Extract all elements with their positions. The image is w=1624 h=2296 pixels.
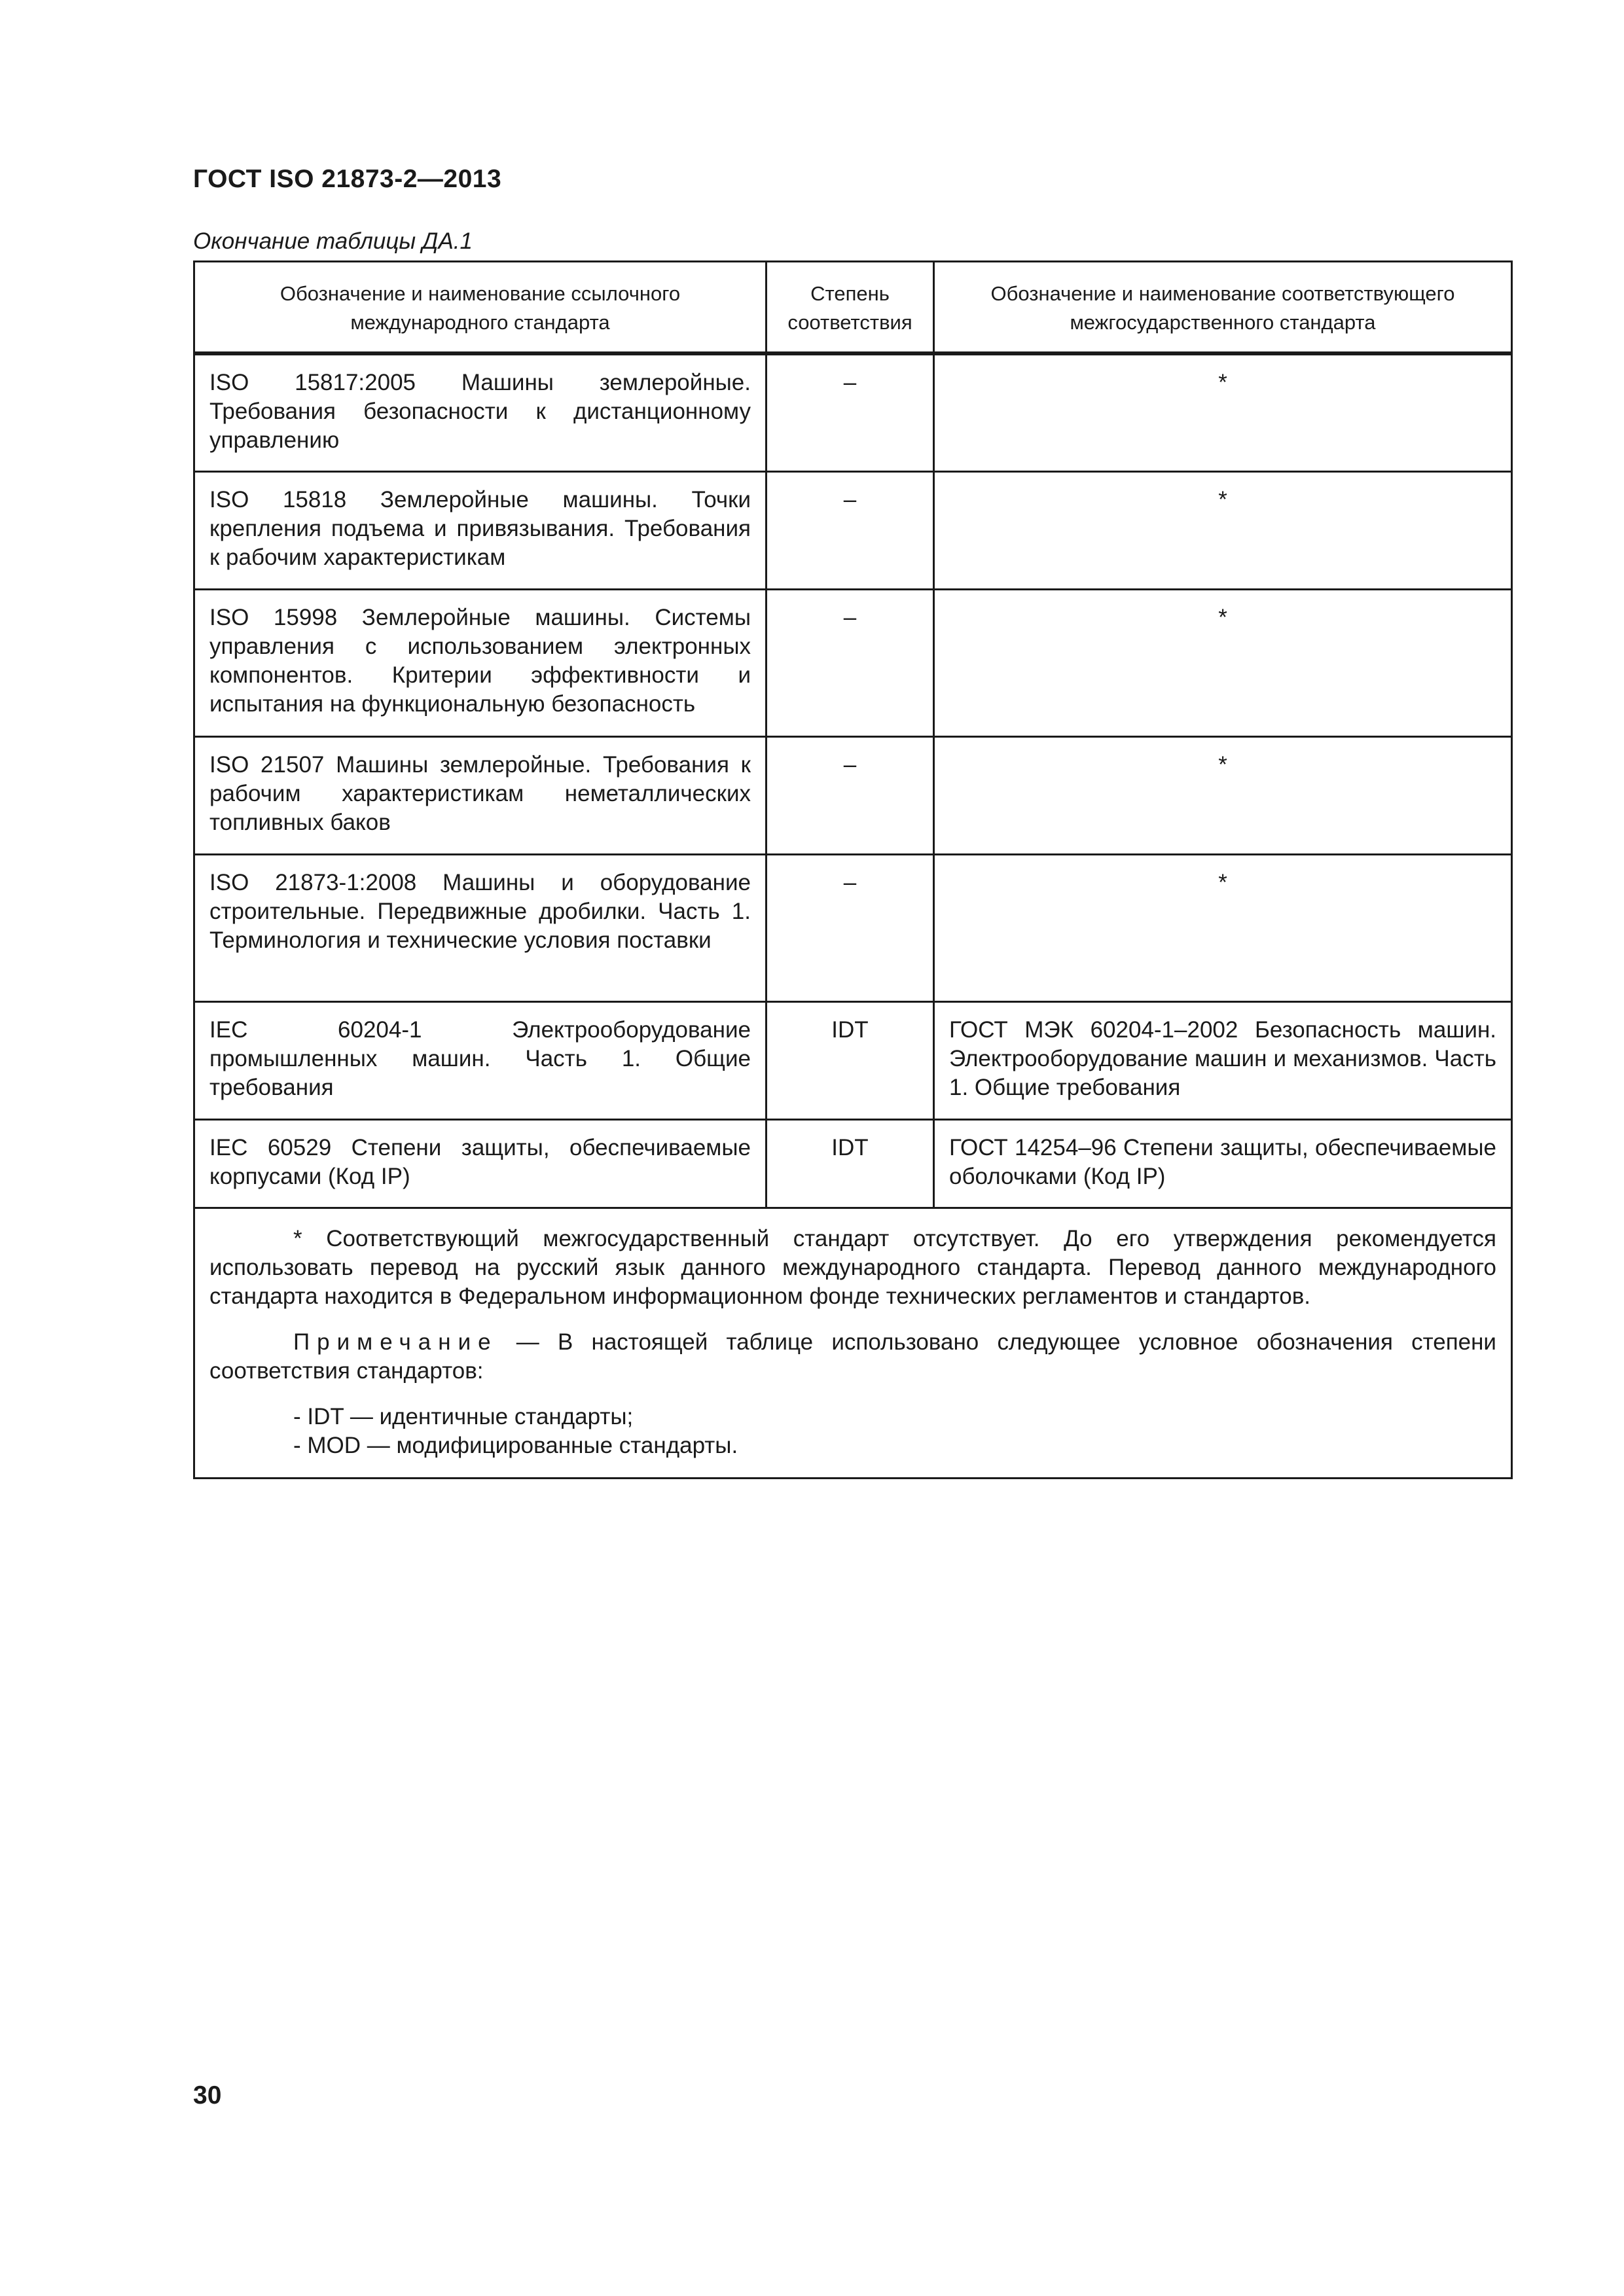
table-row [194,1119,1512,1208]
degree-cell: IDT [767,1001,934,1119]
note-label: Примечание [293,1329,498,1355]
degree-cell: – [767,353,934,471]
footnote-row [194,1208,1512,1478]
degree-cell: – [767,589,934,736]
footnote-text: * Соответствующий межгосударственный стандарт отсутствует. До его утверждения рекомендуется использовать перевод на русский язык данного международного стандарта. Перевод данного международного стандарта находится в Федеральном информационном фонде технических регламентов и стандартов. [209,1225,1496,1309]
abbreviation-list [209,1403,1496,1460]
gost-standard-cell: * [934,736,1512,854]
table-row [194,589,1512,736]
degree-cell: – [767,471,934,589]
table-row [194,854,1512,1001]
gost-standard-cell: * [934,471,1512,589]
note-text: — В настоящей таблице использовано следующее условное обозначения степени соответствия стандартов: [209,1329,1496,1384]
correspondence-table [193,260,1513,1479]
ref-standard-cell: ISO 21873-1:2008 Машины и оборудование строительные. Передвижные дробилки. Часть 1. Терминология и технические условия поставки [194,854,767,1001]
gost-standard-cell: ГОСТ 14254–96 Степени защиты, обеспечиваемые оболочками (Код IP) [934,1119,1512,1208]
page-number: 30 [193,2081,222,2109]
footnote-cell [194,1208,1512,1478]
table-row [194,471,1512,589]
ref-standard-cell: IEC 60204-1 Электрооборудование промышленных машин. Часть 1. Общие требования [194,1001,767,1119]
table-caption: Окончание таблицы ДА.1 [193,228,473,254]
gost-standard-cell: * [934,854,1512,1001]
ref-standard-cell: ISO 15817:2005 Машины землеройные. Требования безопасности к дистанционному управлению [194,353,767,471]
ref-standard-cell: ISO 21507 Машины землеройные. Требования к рабочим характеристикам неметаллических топливных баков [194,736,767,854]
column-header-gost: Обозначение и наименование соответствующего межгосударственного стандарта [934,262,1512,354]
ref-standard-cell: IEC 60529 Степени защиты, обеспечиваемые корпусами (Код IP) [194,1119,767,1208]
table-row [194,1001,1512,1119]
table-row [194,736,1512,854]
list-item: - IDT — идентичные стандарты; [293,1403,634,1429]
degree-cell: – [767,854,934,1001]
ref-standard-cell: ISO 15998 Землеройные машины. Системы управления с использованием электронных компонентов. Критерии эффективности и испытания на функциональную безопасность [194,589,767,736]
degree-cell: – [767,736,934,854]
gost-standard-cell: * [934,589,1512,736]
gost-standard-cell: * [934,353,1512,471]
table-row [194,353,1512,471]
column-header-ref: Обозначение и наименование ссылочного международного стандарта [194,262,767,354]
degree-cell: IDT [767,1119,934,1208]
table-header-row [194,262,1512,354]
document-header: ГОСТ ISO 21873-2—2013 [193,165,502,193]
ref-standard-cell: ISO 15818 Землеройные машины. Точки крепления подъема и привязывания. Требования к рабочим характеристикам [194,471,767,589]
column-header-degree: Степень соответствия [767,262,934,354]
list-item: - MOD — модифицированные стандарты. [293,1432,738,1458]
gost-standard-cell: ГОСТ МЭК 60204-1–2002 Безопасность машин. Электрооборудование машин и механизмов. Часть 1. Общие требования [934,1001,1512,1119]
note-paragraph [209,1328,1496,1386]
